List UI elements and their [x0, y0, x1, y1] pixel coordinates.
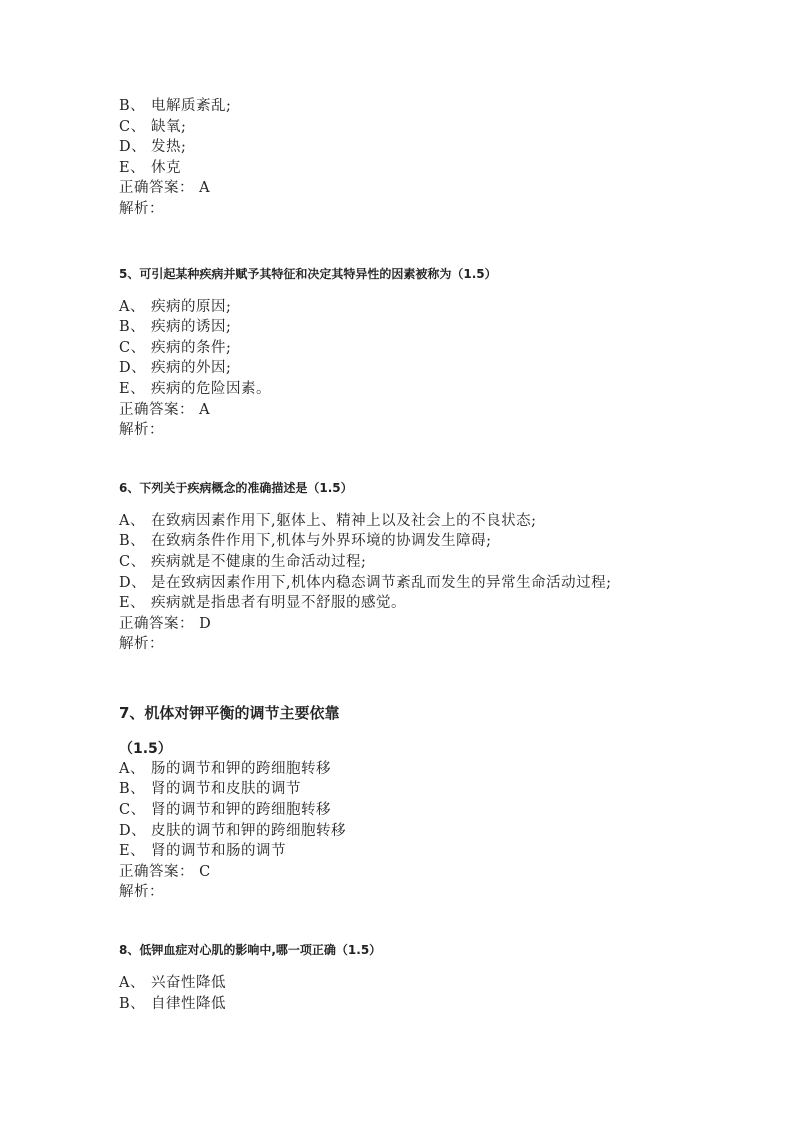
option-b: B、 疾病的诱因; [119, 319, 232, 336]
question-score: （1.5） [119, 740, 172, 757]
option-d: D、 发热; [119, 139, 187, 156]
exam-page [119, 96, 759, 1014]
question-7 [119, 701, 759, 903]
option-b: B、 肾的调节和皮肤的调节 [119, 781, 301, 798]
correct-answer: 正确答案： C [119, 863, 211, 880]
correct-answer: 正确答案： A [119, 401, 211, 418]
analysis: 解析： [119, 636, 164, 653]
option-a: A、 在致病因素作用下,躯体上、精神上以及社会上的不良状态; [119, 512, 537, 529]
question-5 [119, 263, 759, 441]
question-8 [119, 939, 759, 1014]
option-d: D、 是在致病因素作用下,机体内稳态调节紊乱而发生的异常生命活动过程; [119, 574, 612, 591]
question-6 [119, 477, 759, 655]
option-e: E、 休克 [119, 159, 181, 176]
question-title: 5、可引起某种疾病并赋予其特征和决定其特异性的因素被称为（1.5） [119, 266, 497, 281]
option-b: B、 在致病条件作用下,机体与外界环境的协调发生障碍; [119, 533, 492, 550]
option-b: B、 自律性降低 [119, 995, 226, 1012]
option-e: E、 肾的调节和肠的调节 [119, 843, 286, 860]
correct-answer: 正确答案： D [119, 615, 212, 632]
question-title: 7、机体对钾平衡的调节主要依靠 [119, 703, 340, 722]
analysis: 解析： [119, 884, 164, 901]
analysis: 解析： [119, 422, 164, 439]
analysis: 解析： [119, 200, 164, 217]
question-title: 8、低钾血症对心肌的影响中,哪一项正确（1.5） [119, 943, 382, 958]
option-e: E、 疾病的危险因素。 [119, 380, 271, 397]
option-e: E、 疾病就是指患者有明显不舒服的感觉。 [119, 595, 406, 612]
option-b: B、 电解质紊乱; [119, 98, 232, 114]
correct-answer: 正确答案： A [119, 180, 211, 197]
option-c: C、 疾病的条件; [119, 339, 232, 356]
option-a: A、 疾病的原因; [119, 298, 232, 315]
option-c: C、 缺氧; [119, 118, 187, 135]
option-d: D、 疾病的外因; [119, 360, 232, 377]
option-a: A、 兴奋性降低 [119, 975, 226, 992]
option-d: D、 皮肤的调节和钾的跨细胞转移 [119, 822, 346, 839]
option-a: A、 肠的调节和钾的跨细胞转移 [119, 760, 331, 777]
option-c: C、 疾病就是不健康的生命活动过程; [119, 553, 367, 570]
question-4-continued [119, 96, 759, 220]
option-c: C、 肾的调节和钾的跨细胞转移 [119, 802, 331, 819]
question-title: 6、下列关于疾病概念的准确描述是（1.5） [119, 480, 353, 495]
